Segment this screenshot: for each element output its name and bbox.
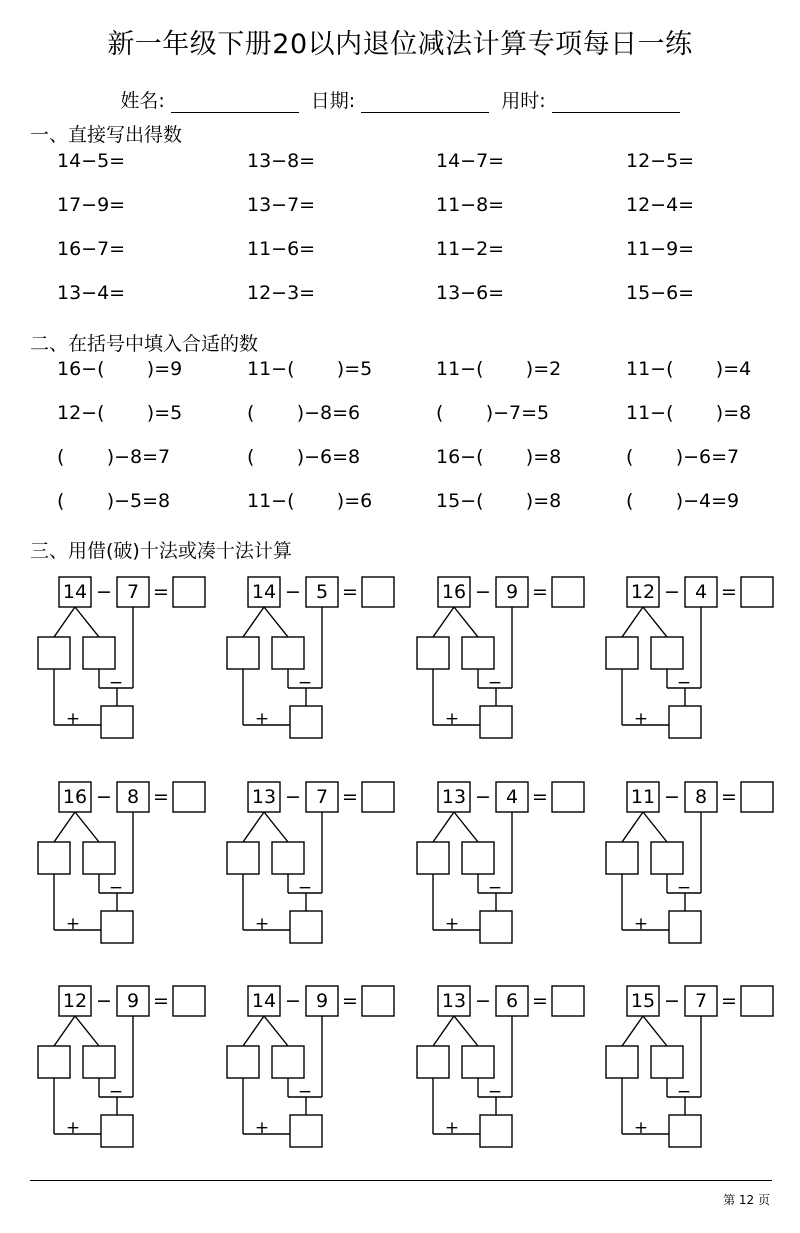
exercise-item: 13−6= <box>436 282 505 304</box>
result-box <box>362 577 394 607</box>
branch-line <box>243 607 264 637</box>
fill-blank-item: 11−( )=4 <box>626 358 752 380</box>
subtract-sign: − <box>676 673 692 693</box>
result-box <box>552 577 584 607</box>
bottom-box <box>290 1115 322 1147</box>
subtrahend-value: 4 <box>694 581 708 603</box>
subtract-sign: − <box>487 1082 503 1102</box>
add-sign: + <box>65 914 81 934</box>
minus-sign: − <box>96 581 112 603</box>
subtract-sign: − <box>108 673 124 693</box>
branch-line <box>643 607 667 637</box>
subtrahend-value: 9 <box>505 581 519 603</box>
name-field <box>120 86 298 113</box>
equals-sign: = <box>721 786 737 808</box>
fill-blank-item: 11−( )=5 <box>247 358 373 380</box>
bottom-box <box>290 706 322 738</box>
section2-row <box>57 358 797 402</box>
decomposition-diagram <box>37 575 222 755</box>
section1-title: 一、直接写出得数 <box>30 124 183 146</box>
minus-sign: − <box>475 581 491 603</box>
split-box-left <box>38 637 70 669</box>
fill-blank-item: ( )−6=7 <box>626 446 740 468</box>
minus-sign: − <box>664 581 680 603</box>
name-blank[interactable] <box>171 94 299 113</box>
equals-sign: = <box>532 581 548 603</box>
subtrahend-value: 6 <box>505 990 519 1012</box>
name-label: 姓名: <box>120 90 165 112</box>
decomposition-diagram <box>37 780 222 960</box>
split-box-right <box>651 1046 683 1078</box>
add-sign: + <box>633 1118 649 1138</box>
exercise-item: 12−5= <box>626 150 695 172</box>
subtrahend-value: 7 <box>126 581 140 603</box>
subtrahend-value: 4 <box>505 786 519 808</box>
minuend-value: 13 <box>251 786 277 808</box>
fill-blank-item: 12−( )=5 <box>57 402 183 424</box>
decomposition-diagram <box>226 575 411 755</box>
split-box-left <box>227 637 259 669</box>
add-sign: + <box>444 1118 460 1138</box>
subtract-sign: − <box>108 1082 124 1102</box>
minuend-value: 14 <box>251 581 277 603</box>
subtrahend-value: 7 <box>694 990 708 1012</box>
split-box-right <box>462 637 494 669</box>
footer-divider <box>30 1180 772 1181</box>
equals-sign: = <box>721 581 737 603</box>
split-box-right <box>272 1046 304 1078</box>
section2-row <box>57 490 797 534</box>
bottom-box <box>290 911 322 943</box>
branch-line <box>454 607 478 637</box>
branch-line <box>454 1016 478 1046</box>
fill-blank-item: 11−( )=8 <box>626 402 752 424</box>
minus-sign: − <box>96 786 112 808</box>
equals-sign: = <box>342 786 358 808</box>
bottom-box <box>101 911 133 943</box>
exercise-item: 12−4= <box>626 194 695 216</box>
split-box-left <box>417 637 449 669</box>
bottom-box <box>101 706 133 738</box>
decomposition-diagram <box>416 780 601 960</box>
section2-grid <box>57 358 797 534</box>
split-box-left <box>606 842 638 874</box>
branch-line <box>54 607 75 637</box>
branch-line <box>75 607 99 637</box>
minus-sign: − <box>664 786 680 808</box>
branch-line <box>54 1016 75 1046</box>
exercise-item: 17−9= <box>57 194 126 216</box>
result-box <box>552 782 584 812</box>
branch-line <box>454 812 478 842</box>
equals-sign: = <box>532 990 548 1012</box>
split-box-left <box>227 842 259 874</box>
minuend-value: 14 <box>251 990 277 1012</box>
subtract-sign: − <box>487 878 503 898</box>
minuend-value: 11 <box>630 786 656 808</box>
split-box-right <box>651 842 683 874</box>
equals-sign: = <box>532 786 548 808</box>
subtrahend-value: 9 <box>126 990 140 1012</box>
minus-sign: − <box>475 990 491 1012</box>
minuend-value: 12 <box>630 581 656 603</box>
branch-line <box>264 1016 288 1046</box>
subtract-sign: − <box>297 1082 313 1102</box>
exercise-item: 12−3= <box>247 282 316 304</box>
minuend-value: 14 <box>62 581 88 603</box>
split-box-left <box>606 637 638 669</box>
add-sign: + <box>444 914 460 934</box>
subtrahend-value: 7 <box>315 786 329 808</box>
result-box <box>362 782 394 812</box>
worksheet-title: 新一年级下册20以内退位减法计算专项每日一练 <box>107 29 693 60</box>
decomposition-diagram <box>416 984 601 1164</box>
result-box <box>741 782 773 812</box>
fill-blank-item: ( )−5=8 <box>57 490 171 512</box>
result-box <box>741 577 773 607</box>
minus-sign: − <box>475 786 491 808</box>
bottom-box <box>480 706 512 738</box>
section3-title: 三、用借(破)十法或凑十法计算 <box>30 540 292 562</box>
time-label: 用时: <box>501 90 546 112</box>
fill-blank-item: 11−( )=6 <box>247 490 373 512</box>
minus-sign: − <box>285 581 301 603</box>
split-box-right <box>462 1046 494 1078</box>
bottom-box <box>480 911 512 943</box>
branch-line <box>622 812 643 842</box>
bottom-box <box>669 1115 701 1147</box>
split-box-left <box>38 842 70 874</box>
fill-blank-item: ( )−8=7 <box>57 446 171 468</box>
subtract-sign: − <box>108 878 124 898</box>
split-box-right <box>651 637 683 669</box>
split-box-left <box>227 1046 259 1078</box>
branch-line <box>433 1016 454 1046</box>
split-box-left <box>606 1046 638 1078</box>
split-box-right <box>272 637 304 669</box>
split-box-right <box>272 842 304 874</box>
subtract-sign: − <box>297 878 313 898</box>
section1-grid <box>57 150 797 326</box>
section1-row <box>57 282 797 326</box>
branch-line <box>622 607 643 637</box>
add-sign: + <box>254 1118 270 1138</box>
add-sign: + <box>254 709 270 729</box>
split-box-left <box>417 842 449 874</box>
split-box-right <box>83 637 115 669</box>
equals-sign: = <box>153 990 169 1012</box>
section2-row <box>57 402 797 446</box>
fill-blank-item: 16−( )=8 <box>436 446 562 468</box>
section1-row <box>57 238 797 282</box>
result-box <box>173 782 205 812</box>
branch-line <box>75 812 99 842</box>
exercise-item: 11−2= <box>436 238 505 260</box>
exercise-item: 14−7= <box>436 150 505 172</box>
split-box-left <box>417 1046 449 1078</box>
decomposition-diagram <box>605 984 790 1164</box>
fill-blank-item: 11−( )=2 <box>436 358 562 380</box>
exercise-item: 11−8= <box>436 194 505 216</box>
section2-title: 二、在括号中填入合适的数 <box>30 333 259 355</box>
minuend-value: 15 <box>630 990 656 1012</box>
subtract-sign: − <box>676 878 692 898</box>
add-sign: + <box>444 709 460 729</box>
decomposition-diagram <box>605 575 790 755</box>
result-box <box>741 986 773 1016</box>
exercise-item: 13−7= <box>247 194 316 216</box>
decomposition-diagram <box>416 575 601 755</box>
bottom-box <box>669 911 701 943</box>
equals-sign: = <box>342 581 358 603</box>
branch-line <box>243 1016 264 1046</box>
subtract-sign: − <box>487 673 503 693</box>
decomposition-diagram <box>226 780 411 960</box>
add-sign: + <box>633 914 649 934</box>
equals-sign: = <box>721 990 737 1012</box>
add-sign: + <box>65 709 81 729</box>
fill-blank-item: ( )−4=9 <box>626 490 740 512</box>
section1-row <box>57 194 797 238</box>
date-label: 日期: <box>310 90 356 112</box>
equals-sign: = <box>153 786 169 808</box>
split-box-right <box>83 842 115 874</box>
equals-sign: = <box>153 581 169 603</box>
section2-row <box>57 446 797 490</box>
exercise-item: 11−6= <box>247 238 316 260</box>
page-number: 第 12 页 <box>723 1193 770 1207</box>
fill-blank-item: ( )−6=8 <box>247 446 361 468</box>
decomposition-diagram <box>226 984 411 1164</box>
branch-line <box>75 1016 99 1046</box>
result-box <box>362 986 394 1016</box>
add-sign: + <box>633 709 649 729</box>
branch-line <box>433 812 454 842</box>
branch-line <box>54 812 75 842</box>
subtrahend-value: 8 <box>694 786 708 808</box>
minus-sign: − <box>664 990 680 1012</box>
student-info-bar <box>0 86 800 113</box>
exercise-item: 11−9= <box>626 238 695 260</box>
add-sign: + <box>254 914 270 934</box>
exercise-item: 13−8= <box>247 150 316 172</box>
decomposition-diagram <box>605 780 790 960</box>
exercise-item: 13−4= <box>57 282 126 304</box>
subtrahend-value: 9 <box>315 990 329 1012</box>
branch-line <box>643 1016 667 1046</box>
equals-sign: = <box>342 990 358 1012</box>
exercise-item: 14−5= <box>57 150 126 172</box>
minuend-value: 12 <box>62 990 88 1012</box>
bottom-box <box>669 706 701 738</box>
minus-sign: − <box>96 990 112 1012</box>
result-box <box>552 986 584 1016</box>
split-box-left <box>38 1046 70 1078</box>
branch-line <box>264 812 288 842</box>
split-box-right <box>462 842 494 874</box>
bottom-box <box>480 1115 512 1147</box>
date-blank[interactable] <box>361 94 489 113</box>
branch-line <box>243 812 264 842</box>
minuend-value: 13 <box>441 990 467 1012</box>
result-box <box>173 577 205 607</box>
minuend-value: 13 <box>441 786 467 808</box>
subtract-sign: − <box>676 1082 692 1102</box>
decomposition-diagram <box>37 984 222 1164</box>
branch-line <box>643 812 667 842</box>
fill-blank-item: ( )−7=5 <box>436 402 550 424</box>
section1-row <box>57 150 797 194</box>
branch-line <box>433 607 454 637</box>
time-blank[interactable] <box>552 94 680 113</box>
branch-line <box>622 1016 643 1046</box>
exercise-item: 16−7= <box>57 238 126 260</box>
date-field <box>311 86 489 113</box>
minuend-value: 16 <box>441 581 467 603</box>
time-field <box>501 86 679 113</box>
subtrahend-value: 8 <box>126 786 140 808</box>
add-sign: + <box>65 1118 81 1138</box>
bottom-box <box>101 1115 133 1147</box>
result-box <box>173 986 205 1016</box>
split-box-right <box>83 1046 115 1078</box>
branch-line <box>264 607 288 637</box>
minus-sign: − <box>285 990 301 1012</box>
fill-blank-item: 15−( )=8 <box>436 490 562 512</box>
minus-sign: − <box>285 786 301 808</box>
exercise-item: 15−6= <box>626 282 695 304</box>
fill-blank-item: 16−( )=9 <box>57 358 183 380</box>
fill-blank-item: ( )−8=6 <box>247 402 361 424</box>
subtrahend-value: 5 <box>315 581 329 603</box>
minuend-value: 16 <box>62 786 88 808</box>
subtract-sign: − <box>297 673 313 693</box>
